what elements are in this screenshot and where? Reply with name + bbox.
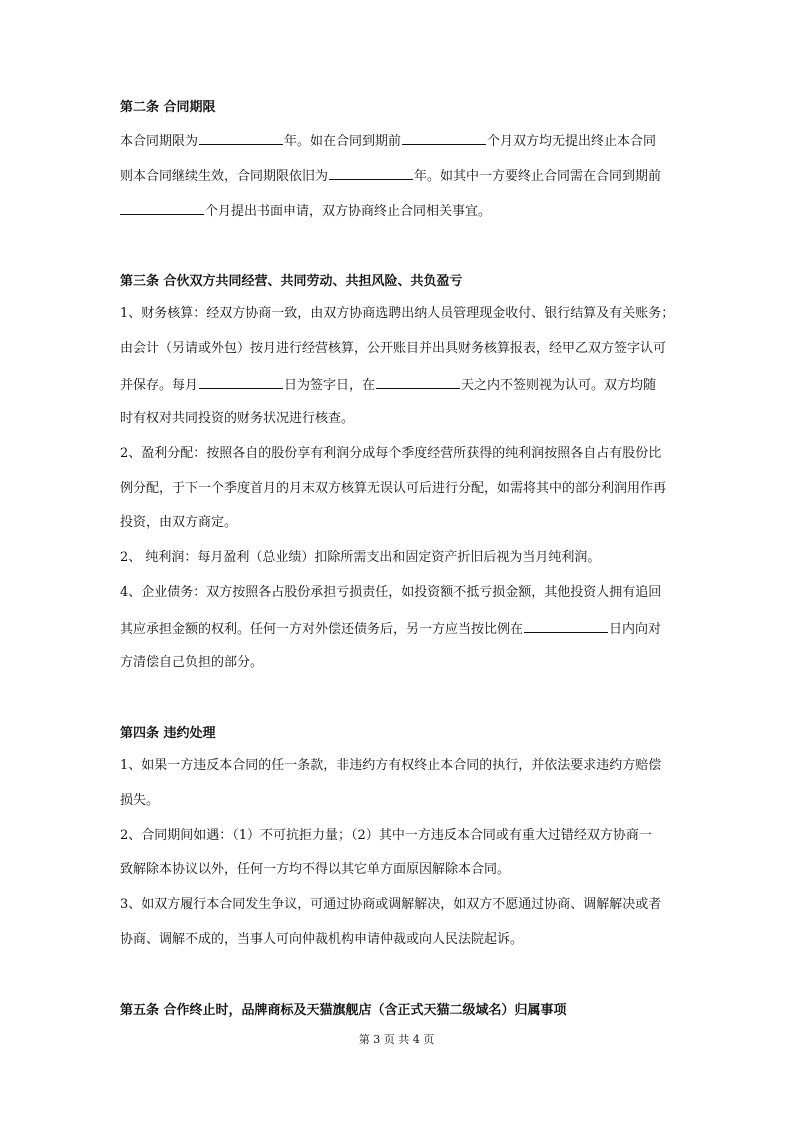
article-3-p2-line-2: 例分配，于下一个季度首月的月末双方核算无误认可后进行分配，如需将其中的部分利润用作再	[120, 481, 667, 496]
article-3-p1-line-2: 由会计（另请或外包）按月进行经营核算，公开账目并出具财务核算报表，经甲乙双方签字认可	[120, 341, 667, 356]
article-2-line-2: 则本合同继续生效，合同期限依旧为 年。如其中一方要终止合同需在合同到期前	[120, 166, 661, 186]
article-2-line-3: 个月提出书面申请，双方协商终止合同相关事宜。	[120, 201, 491, 221]
article-3-p1-line-1: 1、财务核算：经双方协商一致，由双方协商选聘出纳人员管理现金收付、银行结算及有关账务；	[120, 306, 675, 321]
blank-field[interactable]	[199, 375, 283, 389]
article-2-line-1: 本合同期限为 年。如在合同到期前 个月双方均无提出终止本合同	[120, 131, 656, 151]
article-4-p2-line-2: 致解除本协议以外，任何一方均不得以其它单方面原因解除本合同。	[120, 862, 511, 877]
article-3-p4-line-1: 4、企业债务：双方按照各占股份承担亏损责任，如投资额不抵亏损金额，其他投资人拥有追回	[120, 585, 662, 600]
blank-field[interactable]	[199, 131, 283, 145]
article-2-title: 第二条 合同期限	[120, 100, 216, 115]
blank-field[interactable]	[524, 619, 608, 633]
article-4-p2-line-1: 2、合同期间如遇：（1）不可抗拒力量；（2）其中一方违反本合同或有重大过错经双方协商一	[120, 828, 652, 843]
blank-field[interactable]	[402, 131, 486, 145]
article-3-p1-line-3: 并保存。每月 日为签字日，在 天之内不签则视为认可。双方均随	[120, 375, 656, 395]
article-3-p1-line-4: 时有权对共同投资的财务状况进行核查。	[120, 411, 355, 426]
page-number: 第 3 页 共 4 页	[358, 1033, 435, 1046]
article-3-p4-line-2: 其应承担金额的权利。任何一方对外偿还债务后，另一方应当按比例在 日内向对	[120, 619, 661, 639]
article-3-title: 第三条 合伙双方共同经营、共同劳动、共担风险、共负盈亏	[120, 274, 463, 289]
blank-field[interactable]	[120, 201, 204, 215]
article-3-p2-line-3: 投资，由双方商定。	[120, 515, 238, 530]
blank-field[interactable]	[376, 375, 460, 389]
article-4-p3-line-2: 协商、调解不成的，当事人可向仲裁机构申请仲裁或向人民法院起诉。	[120, 932, 524, 947]
article-3-p3-line-1: 2、 纯利润：每月盈利（总业绩）扣除所需支出和固定资产折旧后视为当月纯利润。	[120, 550, 601, 565]
article-4-p1-line-1: 1、如果一方违反本合同的任一条款，非违约方有权终止本合同的执行，并依法要求违约方赔偿	[120, 758, 662, 773]
article-3-p4-line-3: 方清偿自己负担的部分。	[120, 655, 264, 670]
article-3-p2-line-1: 2、盈利分配：按照各自的股份享有利润分成每个季度经营所获得的纯利润按照各自占有股份比	[120, 446, 662, 461]
blank-field[interactable]	[329, 166, 413, 180]
article-4-p1-line-2: 损失。	[120, 793, 160, 808]
article-4-p3-line-1: 3、如双方履行本合同发生争议，可通过协商或调解解决，如双方不愿通过协商、调解解决或者	[120, 897, 662, 912]
article-4-title: 第四条 违约处理	[120, 726, 216, 741]
article-5-title: 第五条 合作终止时，品牌商标及天猫旗舰店（含正式天猫二级域名）归属事项	[120, 1003, 567, 1018]
